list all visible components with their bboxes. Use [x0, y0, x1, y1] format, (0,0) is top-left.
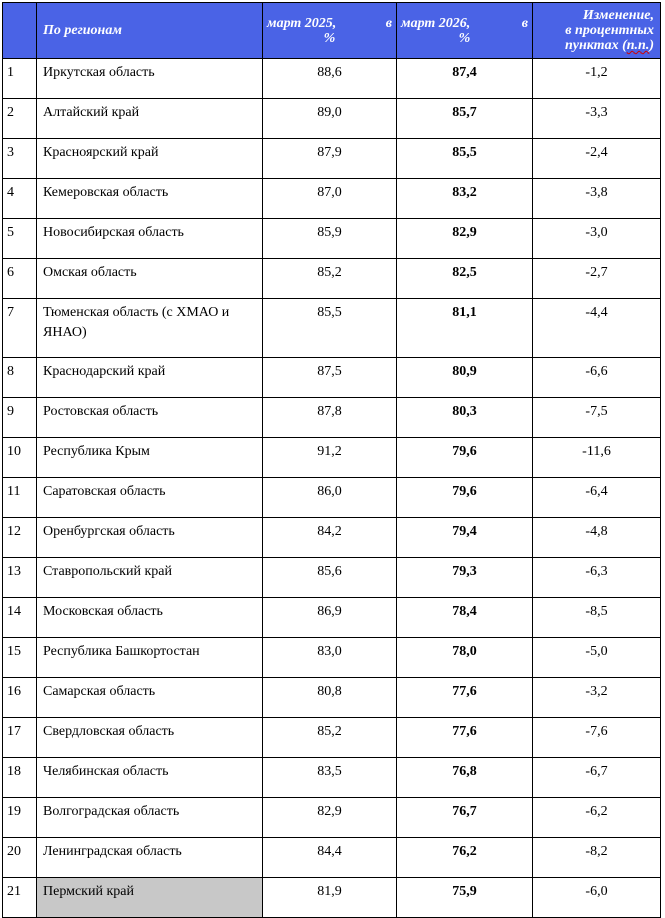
row-region: Ставропольский край [37, 558, 263, 598]
row-change: -7,6 [533, 718, 661, 758]
header-change-line3-a: пунктах ( [565, 38, 627, 53]
row-change: -6,0 [533, 878, 661, 918]
row-value-2025: 85,9 [263, 219, 397, 259]
row-value-2026: 78,4 [397, 598, 533, 638]
row-index: 13 [3, 558, 37, 598]
row-index: 9 [3, 398, 37, 438]
row-value-2025: 84,4 [263, 838, 397, 878]
table-row [3, 638, 661, 678]
row-region: Саратовская область [37, 478, 263, 518]
header-change-line2: в процентных [565, 23, 654, 38]
row-value-2026: 79,6 [397, 478, 533, 518]
row-region: Иркутская область [37, 59, 263, 99]
row-value-2026: 79,6 [397, 438, 533, 478]
row-change: -8,5 [533, 598, 661, 638]
row-index: 2 [3, 99, 37, 139]
row-value-2026: 82,5 [397, 259, 533, 299]
row-region: Оренбургская область [37, 518, 263, 558]
row-value-2026: 83,2 [397, 179, 533, 219]
header-row [3, 3, 661, 59]
row-value-2025: 87,0 [263, 179, 397, 219]
header-change-line3 [533, 38, 654, 53]
row-region: Республика Крым [37, 438, 263, 478]
row-region: Свердловская область [37, 718, 263, 758]
row-value-2025: 84,2 [263, 518, 397, 558]
table-row [3, 878, 661, 918]
row-index: 18 [3, 758, 37, 798]
row-value-2025: 81,9 [263, 878, 397, 918]
row-value-2025: 91,2 [263, 438, 397, 478]
row-change: -2,4 [533, 139, 661, 179]
row-value-2025: 86,0 [263, 478, 397, 518]
table-row [3, 358, 661, 398]
row-region: Алтайский край [37, 99, 263, 139]
row-value-2026: 77,6 [397, 678, 533, 718]
header-idx-cell [3, 3, 37, 59]
row-value-2025: 89,0 [263, 99, 397, 139]
row-value-2025: 83,0 [263, 638, 397, 678]
header-march-2025 [263, 3, 397, 59]
header-change [533, 3, 661, 59]
row-value-2025: 80,8 [263, 678, 397, 718]
row-change: -4,8 [533, 518, 661, 558]
header-march-2026-in: в [521, 15, 528, 31]
table-row [3, 838, 661, 878]
row-value-2026: 79,3 [397, 558, 533, 598]
row-region: Республика Башкортостан [37, 638, 263, 678]
row-index: 10 [3, 438, 37, 478]
header-march-2025-label: март 2025, [267, 15, 337, 31]
row-index: 3 [3, 139, 37, 179]
table-row [3, 798, 661, 838]
table-row [3, 398, 661, 438]
row-index: 4 [3, 179, 37, 219]
row-value-2026: 76,2 [397, 838, 533, 878]
table-row [3, 558, 661, 598]
row-index: 20 [3, 838, 37, 878]
row-change: -3,8 [533, 179, 661, 219]
table-row [3, 678, 661, 718]
row-change: -6,3 [533, 558, 661, 598]
row-value-2026: 76,8 [397, 758, 533, 798]
header-region: По регионам [37, 3, 263, 59]
row-change: -4,4 [533, 299, 661, 358]
row-change: -6,4 [533, 478, 661, 518]
table-row [3, 718, 661, 758]
row-value-2026: 81,1 [397, 299, 533, 358]
header-march-2025-in: в [385, 15, 392, 31]
table-row [3, 259, 661, 299]
row-index: 21 [3, 878, 37, 918]
row-change: -6,6 [533, 358, 661, 398]
row-value-2025: 88,6 [263, 59, 397, 99]
row-change: -3,2 [533, 678, 661, 718]
row-region: Волгоградская область [37, 798, 263, 838]
row-index: 5 [3, 219, 37, 259]
row-region: Новосибирская область [37, 219, 263, 259]
row-value-2025: 85,2 [263, 259, 397, 299]
row-change: -5,0 [533, 638, 661, 678]
row-index: 17 [3, 718, 37, 758]
row-change: -6,2 [533, 798, 661, 838]
table-row [3, 438, 661, 478]
row-value-2025: 83,5 [263, 758, 397, 798]
row-change: -2,7 [533, 259, 661, 299]
row-value-2026: 80,9 [397, 358, 533, 398]
header-march-2026 [397, 3, 533, 59]
row-value-2026: 77,6 [397, 718, 533, 758]
header-change-line1: Изменение, [582, 8, 654, 23]
row-change: -3,0 [533, 219, 661, 259]
table-header [3, 3, 661, 59]
table-row [3, 518, 661, 558]
row-value-2025: 85,5 [263, 299, 397, 358]
table-row [3, 758, 661, 798]
row-change: -7,5 [533, 398, 661, 438]
row-value-2025: 87,9 [263, 139, 397, 179]
table-row [3, 99, 661, 139]
regions-table [2, 2, 661, 918]
row-value-2026: 85,7 [397, 99, 533, 139]
row-region: Челябинская область [37, 758, 263, 798]
row-value-2025: 87,8 [263, 398, 397, 438]
row-value-2026: 80,3 [397, 398, 533, 438]
row-index: 6 [3, 259, 37, 299]
row-index: 8 [3, 358, 37, 398]
row-change: -6,7 [533, 758, 661, 798]
row-index: 19 [3, 798, 37, 838]
row-region: Пермский край [37, 878, 263, 918]
row-region: Краснодарский край [37, 358, 263, 398]
row-index: 14 [3, 598, 37, 638]
row-value-2025: 87,5 [263, 358, 397, 398]
header-change-line3-c: ) [649, 38, 654, 53]
table-body [3, 59, 661, 918]
row-change: -1,2 [533, 59, 661, 99]
row-value-2026: 79,4 [397, 518, 533, 558]
row-region: Ростовская область [37, 398, 263, 438]
row-index: 11 [3, 478, 37, 518]
table-row [3, 219, 661, 259]
row-region: Ленинградская область [37, 838, 263, 878]
row-value-2026: 87,4 [397, 59, 533, 99]
header-march-2026-label: март 2026, [401, 15, 471, 31]
row-value-2026: 85,5 [397, 139, 533, 179]
row-change: -11,6 [533, 438, 661, 478]
row-value-2025: 86,9 [263, 598, 397, 638]
row-region: Красноярский край [37, 139, 263, 179]
table-row [3, 139, 661, 179]
table-row [3, 478, 661, 518]
row-region: Омская область [37, 259, 263, 299]
table-row [3, 59, 661, 99]
row-region: Московская область [37, 598, 263, 638]
row-value-2026: 76,7 [397, 798, 533, 838]
row-value-2026: 75,9 [397, 878, 533, 918]
row-index: 1 [3, 59, 37, 99]
row-index: 7 [3, 299, 37, 358]
row-value-2026: 82,9 [397, 219, 533, 259]
row-value-2025: 82,9 [263, 798, 397, 838]
table-row [3, 179, 661, 219]
row-index: 16 [3, 678, 37, 718]
row-region: Тюменская область (с ХМАО и ЯНАО) [37, 299, 263, 358]
row-change: -3,3 [533, 99, 661, 139]
header-change-pp: п.п. [626, 38, 650, 53]
row-value-2025: 85,2 [263, 718, 397, 758]
table-row [3, 299, 661, 358]
table-row [3, 598, 661, 638]
row-region: Самарская область [37, 678, 263, 718]
row-value-2026: 78,0 [397, 638, 533, 678]
row-value-2025: 85,6 [263, 558, 397, 598]
row-region: Кемеровская область [37, 179, 263, 219]
row-index: 15 [3, 638, 37, 678]
row-index: 12 [3, 518, 37, 558]
row-change: -8,2 [533, 838, 661, 878]
header-march-2025-unit: % [323, 30, 336, 46]
header-march-2026-unit: % [458, 30, 471, 46]
